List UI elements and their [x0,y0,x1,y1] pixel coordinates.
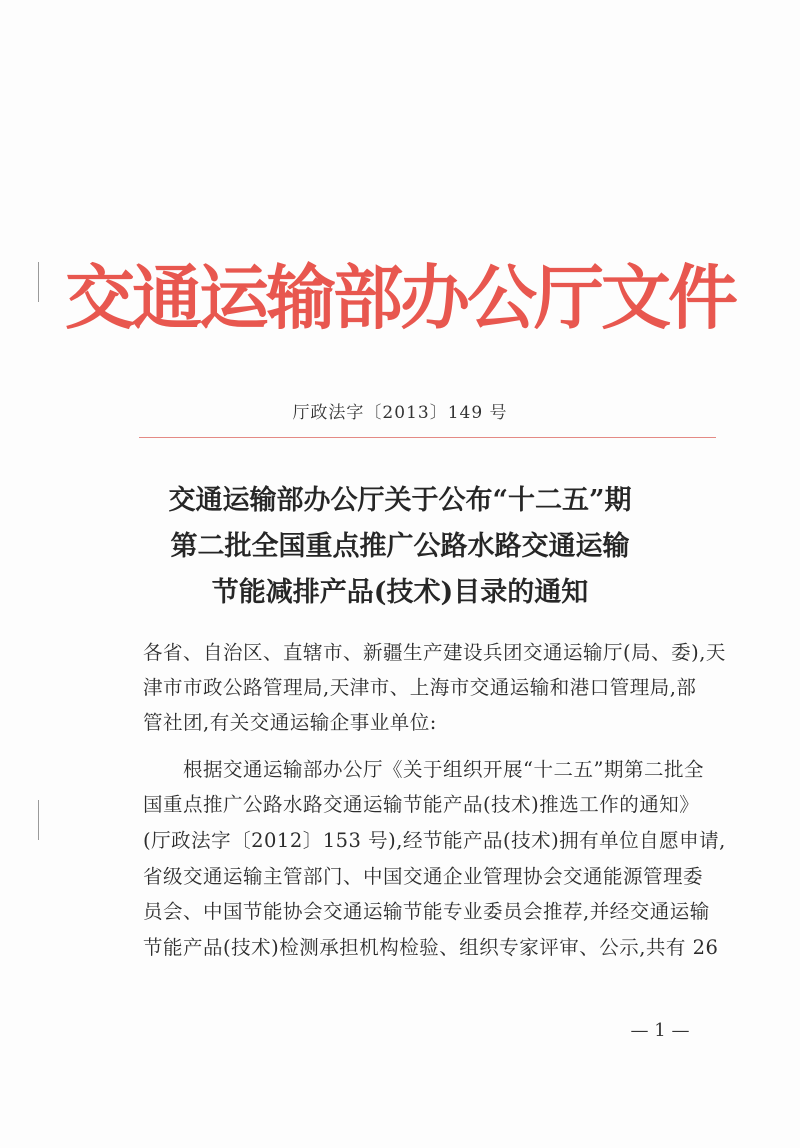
title-line-1: 交通运输部办公厅关于公布“十二五”期 [168,485,632,516]
body-paragraph-line: 国重点推广公路水路交通运输节能产品(技术)推选工作的通知》 [143,793,700,816]
page-number: — 1 — [630,1020,690,1041]
title-line-3: 节能减排产品(技术)目录的通知 [211,577,589,608]
document-number: 厅政法字〔2013〕149 号 [292,403,508,423]
body-paragraph-line: (厅政法字〔2012〕153 号),经节能产品(技术)拥有单位自愿申请, [143,829,726,852]
scan-artifact-line [38,800,39,840]
addressee-line-3: 管社团,有关交通运输企事业单位: [143,711,437,734]
body-paragraph-line: 员会、中国节能协会交通运输节能专业委员会推荐,并经交通运输 [143,900,710,923]
document-title [0,478,800,616]
body-paragraph-line: 省级交通运输主管部门、中国交通企业管理协会交通能源管理委 [143,865,704,888]
body-paragraph-line: 节能产品(技术)检测承担机构检验、组织专家评审、公示,共有 26 [143,936,719,959]
title-line-2: 第二批全国重点推广公路水路交通运输 [170,531,630,562]
body-paragraph-line: 根据交通运输部办公厅《关于组织开展“十二五”期第二批全 [183,758,704,781]
red-divider-line [139,437,716,438]
addressee-line-2: 津市市政公路管理局,天津市、上海市交通运输和港口管理局,部 [143,676,697,699]
issuer-banner: 交通运输部办公厅文件 [65,256,735,339]
addressee-line-1: 各省、自治区、直辖市、新疆生产建设兵团交通运输厅(局、委),天 [143,641,726,664]
